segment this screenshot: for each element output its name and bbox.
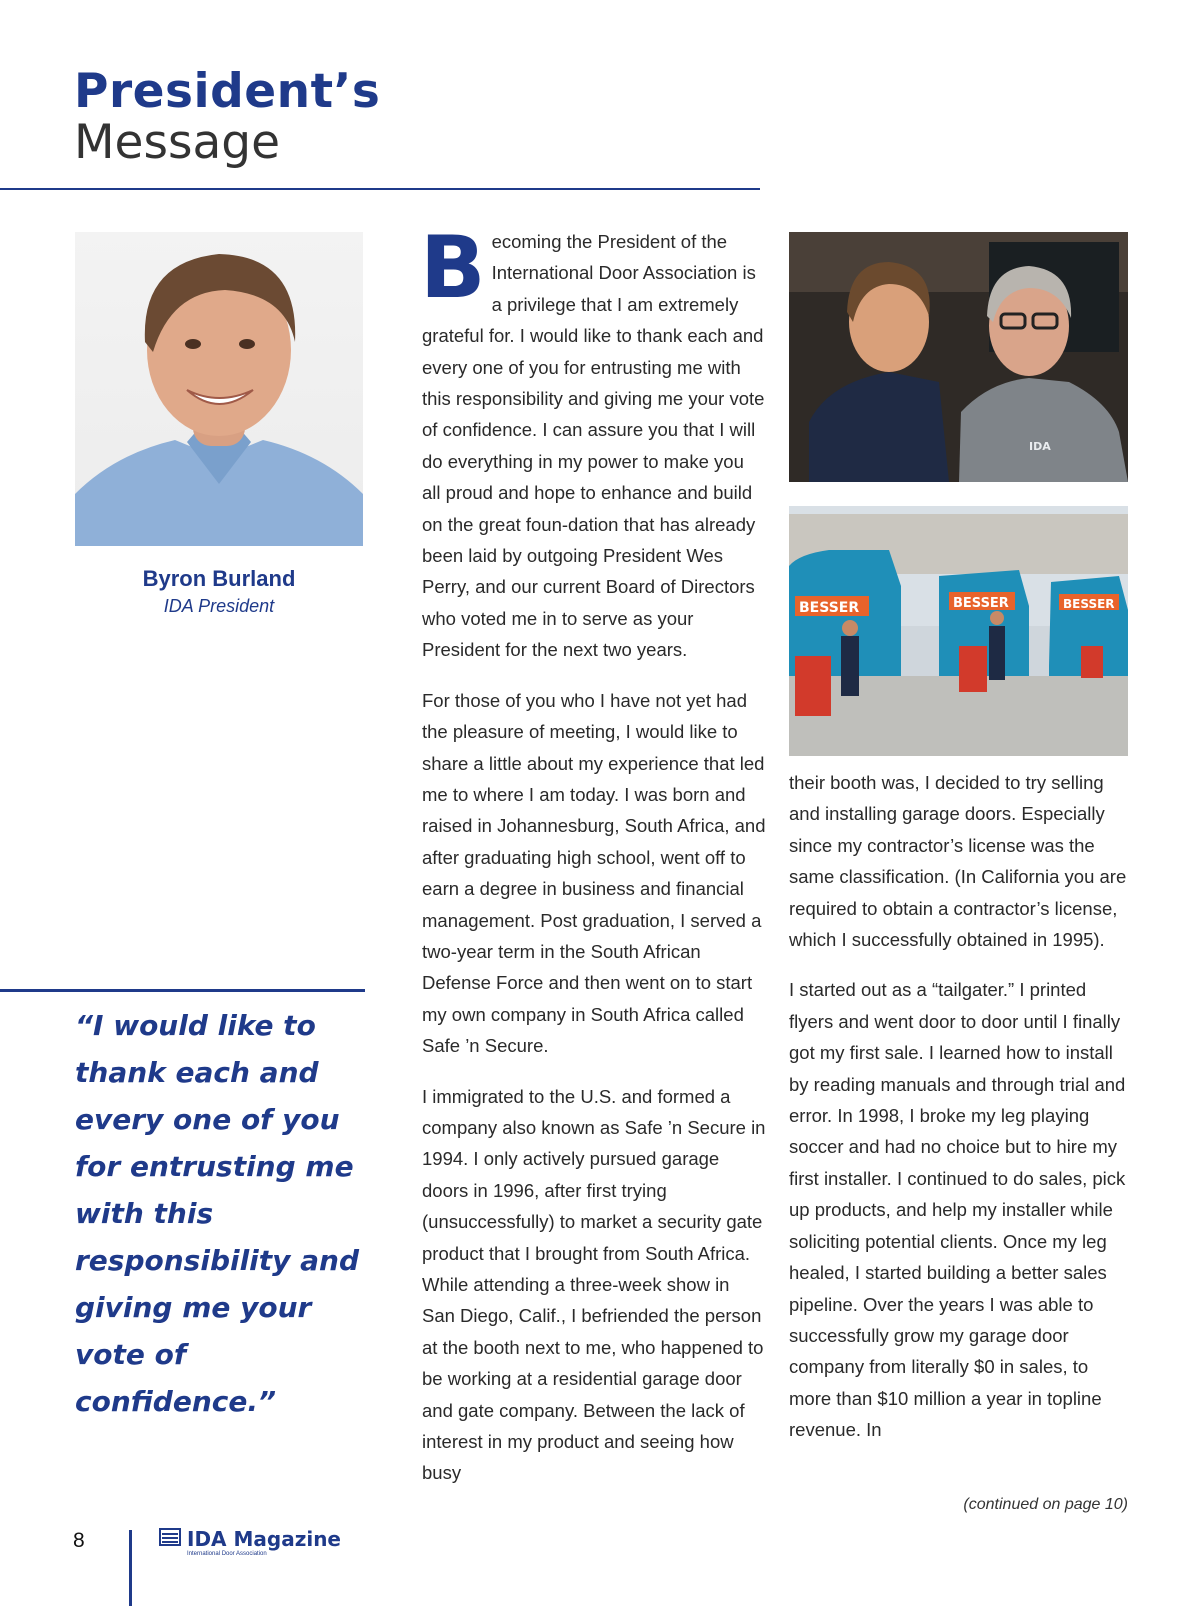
- logo-main-text: IDA Magazine: [187, 1527, 341, 1551]
- photo-besser-vans: [789, 506, 1128, 756]
- logo-sub-text: International Door Association: [187, 1551, 267, 1557]
- article-paragraph-3: I immigrated to the U.S. and formed a company also known as Safe ’n Secure in 1994. I only actively pursued garage doors in 1996, after first trying (unsuccessfully) to market a security gate product that I brought from South Africa. While attending a three-week show in San Diego, Calif., I befriended the person at the booth next to me, who happened to be working at a residential garage door and gate company. Between the lack of interest in my product and seeing how busy: [422, 1085, 766, 1484]
- van-logo-1: BESSER: [799, 600, 860, 616]
- van-logo-3: BESSER: [1063, 597, 1115, 611]
- continued-note: (continued on page 10): [963, 1496, 1128, 1513]
- article-paragraph-1: [420, 218, 767, 666]
- van-logo-2: BESSER: [953, 596, 1009, 611]
- footer-divider: [129, 1530, 132, 1606]
- shirt-logo: IDA: [1029, 440, 1051, 453]
- article-paragraph-4: their booth was, I decided to try selling and installing garage doors. Especially since my contractor’s license was the same classification. (In California you are required to obtain a contractor’s license, which I successfully obtained in 1995).: [789, 772, 1127, 951]
- president-portrait: [75, 232, 363, 546]
- article-column-1: [420, 218, 767, 1508]
- article-paragraph-5: I started out as a “tailgater.” I printed flyers and went door to door until I finally got my first sale. I learned how to install by reading manuals and through trial and error. In 1998, I broke my leg playing soccer and had no choice but to hire my first installer. I continued to do sales, pick up products, and help my installer while soliciting potential clients. Once my leg healed, I started building a better sales pipeline. Over the years I was able to successfully grow my garage door company from literally $0 in sales, to more than $10 million a year in topline revenue. In: [789, 979, 1126, 1441]
- quote-divider: [0, 989, 365, 992]
- article-column-2: [789, 767, 1134, 1465]
- page-title: [74, 66, 380, 168]
- garage-door-icon: [159, 1528, 181, 1546]
- page-title-bold: President’s: [74, 64, 381, 119]
- portrait-name: Byron Burland: [142, 566, 296, 591]
- paragraph-text: ecoming the President of the International Door Association is a privilege that I am extremely grateful for. I would like to thank each and every one of you for entrusting me with this responsibility and giving me your vote of confidence. I can assure you that I will do everything in my power to make you all proud and hope to enhance and build on the great foun-dation that has already been laid by outgoing President Wes Perry, and our current Board of Directors who voted me in to serve as your President for the next two years.: [422, 231, 765, 661]
- pull-quote: “I would like to thank each and every one of you for entrusting me with this responsibility and giving me your vote of confidence.”: [75, 1009, 360, 1418]
- title-divider: [0, 188, 760, 190]
- ida-magazine-logo: [159, 1528, 341, 1558]
- portrait-role: IDA President: [163, 596, 275, 616]
- page-title-light: Message: [74, 115, 280, 170]
- photo-two-men: [789, 232, 1128, 482]
- page-number: 8: [73, 1529, 85, 1552]
- article-paragraph-2: For those of you who I have not yet had the pleasure of meeting, I would like to share a little about my experience that led me to where I am today. I was born and raised in Johannesburg, South Africa, and after graduating high school, went off to earn a degree in business and financial management. Post graduation, I served a two-year term in the South African Defense Force and then went on to start my own company in South Africa called Safe ’n Secure.: [422, 689, 766, 1057]
- drop-cap: B: [420, 218, 486, 318]
